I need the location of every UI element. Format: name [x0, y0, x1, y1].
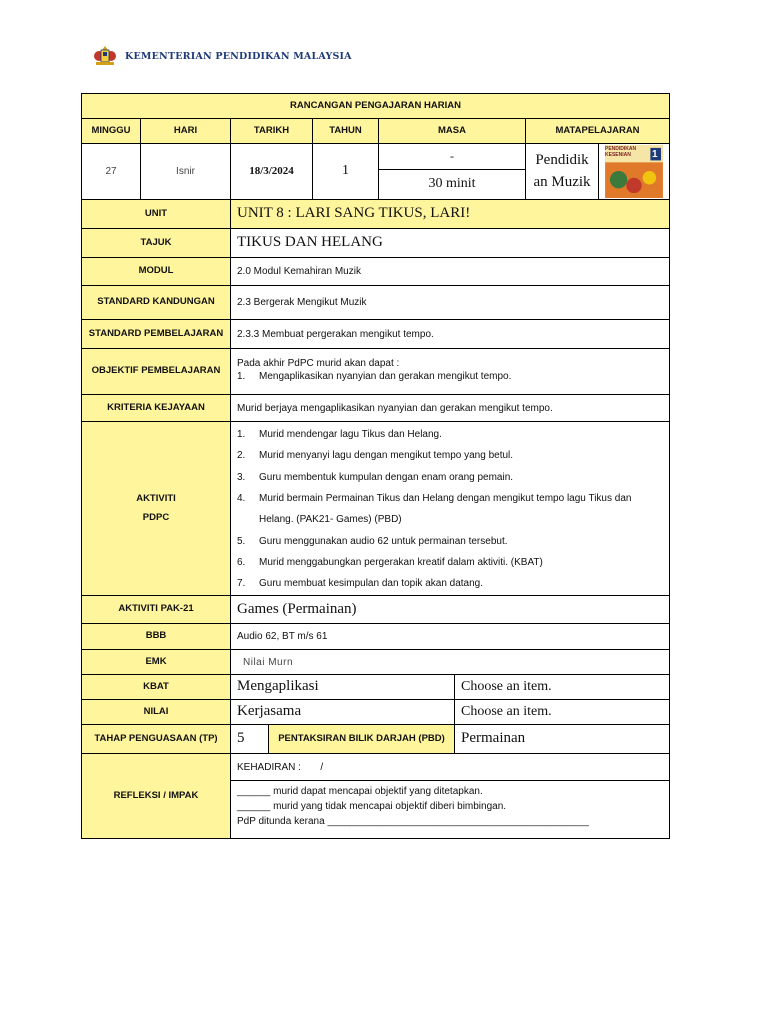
pbd-label: PENTAKSIRAN BILIK DARJAH (PBD) — [269, 725, 454, 753]
lesson-plan-table — [81, 93, 670, 839]
coat-of-arms-icon — [91, 45, 119, 67]
standard-kandungan-value: 2.3 Bergerak Mengikut Muzik — [231, 286, 669, 319]
refleksi-line-1: ______ murid dapat mencapai objektif yang ditetapkan. — [237, 786, 483, 797]
list-item: 2. Murid menyanyi lagu dengan mengikut tempo yang betul. — [237, 450, 514, 462]
pak21-value: Games (Permainan) — [231, 596, 669, 623]
col-minggu: MINGGU — [82, 119, 140, 143]
subject-line-1: Pendidik — [535, 151, 589, 168]
list-item: 7. Guru membuat kesimpulan dan topik akan datang. — [237, 578, 484, 590]
list-item: 6. Murid menggabungkan pergerakan kreatif dalam aktiviti. (KBAT) — [237, 556, 543, 568]
col-tahun: TAHUN — [313, 119, 378, 143]
col-hari: HARI — [141, 119, 230, 143]
refleksi-line-3: PdP ditunda kerana _______________________________________________ — [237, 816, 589, 827]
list-item: 5. Guru menggunakan audio 62 untuk permainan tersebut. — [237, 535, 508, 547]
unit-label: UNIT — [82, 200, 230, 228]
tahap-penguasaan-value: 5 — [231, 725, 268, 753]
page-header — [91, 44, 352, 68]
nilai-choice-dropdown[interactable]: Choose an item. — [455, 700, 669, 724]
kbat-value: Mengaplikasi — [231, 675, 454, 699]
standard-kandungan-label: STANDARD KANDUNGAN — [82, 286, 230, 319]
emk-value: Nilai Murn — [231, 650, 669, 674]
minggu-value: 27 — [82, 144, 140, 199]
list-item: 3. Guru membentuk kumpulan dengan enam orang pemain. — [237, 471, 514, 483]
objektif-value — [231, 349, 669, 394]
standard-pembelajaran-value: 2.3.3 Membuat pergerakan mengikut tempo. — [231, 320, 669, 348]
textbook-number: 1 — [652, 149, 658, 160]
kriteria-label: KRITERIA KEJAYAAN — [82, 395, 230, 421]
masa-duration: 30 minit — [379, 170, 525, 199]
tahap-penguasaan-label: TAHAP PENGUASAAN (TP) — [82, 725, 230, 753]
pbd-value: Permainan — [455, 725, 669, 753]
list-item: Helang. (PAK21- Games) (PBD) — [259, 514, 402, 526]
aktiviti-list — [231, 422, 669, 595]
bbb-label: BBB — [82, 624, 230, 649]
refleksi-label: REFLEKSI / IMPAK — [82, 754, 230, 838]
masa-top: - — [379, 144, 525, 169]
modul-value: 2.0 Modul Kemahiran Muzik — [231, 258, 669, 285]
tarikh-value: 18/3/2024 — [231, 144, 312, 199]
textbook-cover-cell — [599, 144, 669, 199]
refleksi-notes — [231, 781, 669, 838]
standard-pembelajaran-label: STANDARD PEMBELAJARAN — [82, 320, 230, 348]
col-tarikh: TARIKH — [231, 119, 312, 143]
hari-value: Isnir — [141, 144, 230, 199]
nilai-label: NILAI — [82, 700, 230, 724]
objektif-item: Mengaplikasikan nyanyian dan gerakan mengikut tempo. — [259, 371, 512, 382]
table-title: RANCANGAN PENGAJARAN HARIAN — [82, 94, 669, 118]
aktiviti-label-1: AKTIVITI — [136, 493, 176, 505]
subject-name — [526, 144, 598, 199]
unit-value: UNIT 8 : LARI SANG TIKUS, LARI! — [231, 200, 669, 228]
pak21-label: AKTIVITI PAK-21 — [82, 596, 230, 623]
tahun-value: 1 — [313, 144, 378, 199]
tajuk-value: TIKUS DAN HELANG — [231, 229, 669, 257]
modul-label: MODUL — [82, 258, 230, 285]
emk-label: EMK — [82, 650, 230, 674]
list-item: 1. Murid mendengar lagu Tikus dan Helang. — [237, 429, 442, 441]
col-masa: MASA — [379, 119, 525, 143]
kehadiran-field: KEHADIRAN : / — [231, 754, 669, 780]
kriteria-value: Murid berjaya mengaplikasikan nyanyian dan gerakan mengikut tempo. — [231, 395, 669, 421]
nilai-value: Kerjasama — [231, 700, 454, 724]
ministry-name: KEMENTERIAN PENDIDIKAN MALAYSIA — [125, 50, 352, 62]
kbat-label: KBAT — [82, 675, 230, 699]
aktiviti-label-2: PDPC — [142, 511, 170, 523]
aktiviti-label — [82, 422, 230, 595]
col-matapelajaran: MATAPELAJARAN — [526, 119, 669, 143]
tajuk-label: TAJUK — [82, 229, 230, 257]
textbook-title: PENDIDIKAN KESENIAN — [605, 146, 637, 158]
objektif-intro: Pada akhir PdPC murid akan dapat : — [237, 358, 400, 369]
objektif-item-number: 1. — [237, 371, 246, 382]
bbb-value: Audio 62, BT m/s 61 — [231, 624, 669, 649]
kbat-choice-dropdown[interactable]: Choose an item. — [455, 675, 669, 699]
subject-line-2: an Muzik — [533, 173, 591, 190]
list-item: 4. Murid bermain Permainan Tikus dan Helang dengan mengikut tempo lagu Tikus dan — [237, 493, 632, 505]
refleksi-line-2: ______ murid yang tidak mencapai objektif diberi bimbingan. — [237, 801, 507, 812]
objektif-label: OBJEKTIF PEMBELAJARAN — [82, 349, 230, 394]
